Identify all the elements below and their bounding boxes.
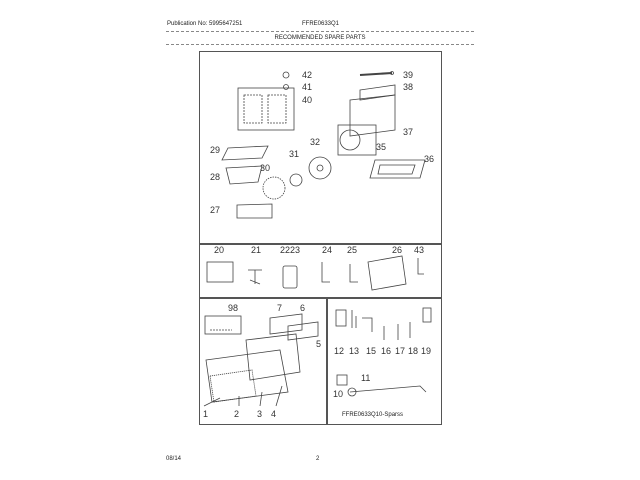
page-number: 2: [316, 456, 320, 462]
svg-text:41: 41: [302, 82, 313, 92]
svg-text:37: 37: [403, 127, 414, 137]
diagram-caption: FFRE0633Q10-Sparss: [342, 412, 404, 418]
svg-text:38: 38: [403, 82, 414, 92]
svg-text:98: 98: [228, 303, 239, 313]
svg-text:20: 20: [214, 245, 225, 255]
svg-text:43: 43: [414, 245, 425, 255]
svg-text:3: 3: [257, 409, 263, 419]
svg-text:28: 28: [210, 172, 221, 182]
cabinet-drawing: [350, 95, 395, 136]
svg-text:1: 1: [203, 409, 209, 419]
page-title: RECOMMENDED SPARE PARTS: [274, 35, 366, 41]
svg-text:19: 19: [421, 346, 432, 356]
svg-text:2223: 2223: [280, 245, 301, 255]
svg-text:27: 27: [210, 205, 221, 215]
svg-text:11: 11: [361, 373, 371, 383]
svg-text:13: 13: [349, 346, 360, 356]
svg-text:5: 5: [316, 339, 322, 349]
svg-text:24: 24: [322, 245, 333, 255]
svg-text:32: 32: [310, 137, 321, 147]
footer-date: 08/14: [166, 456, 182, 462]
svg-text:29: 29: [210, 145, 221, 155]
svg-text:15: 15: [366, 346, 377, 356]
svg-text:40: 40: [302, 95, 313, 105]
svg-text:21: 21: [251, 245, 262, 255]
svg-text:17: 17: [395, 346, 406, 356]
model-number: FFRE0633Q1: [302, 21, 340, 27]
svg-text:25: 25: [347, 245, 358, 255]
svg-text:36: 36: [424, 154, 435, 164]
svg-text:7: 7: [277, 303, 283, 313]
svg-text:4: 4: [271, 409, 277, 419]
svg-text:10: 10: [333, 389, 344, 399]
knob-drawing: [283, 72, 289, 78]
publication-number: Publication No: 5995647251: [167, 21, 243, 27]
svg-text:26: 26: [392, 245, 403, 255]
svg-text:35: 35: [376, 142, 387, 152]
svg-text:12: 12: [334, 346, 345, 356]
fan-blade-drawing: [309, 157, 331, 179]
svg-text:42: 42: [302, 70, 313, 80]
svg-text:30: 30: [260, 163, 271, 173]
svg-text:39: 39: [403, 70, 414, 80]
svg-text:16: 16: [381, 346, 392, 356]
svg-text:31: 31: [289, 149, 300, 159]
svg-text:6: 6: [300, 303, 306, 313]
svg-text:18: 18: [408, 346, 419, 356]
svg-text:2: 2: [234, 409, 240, 419]
